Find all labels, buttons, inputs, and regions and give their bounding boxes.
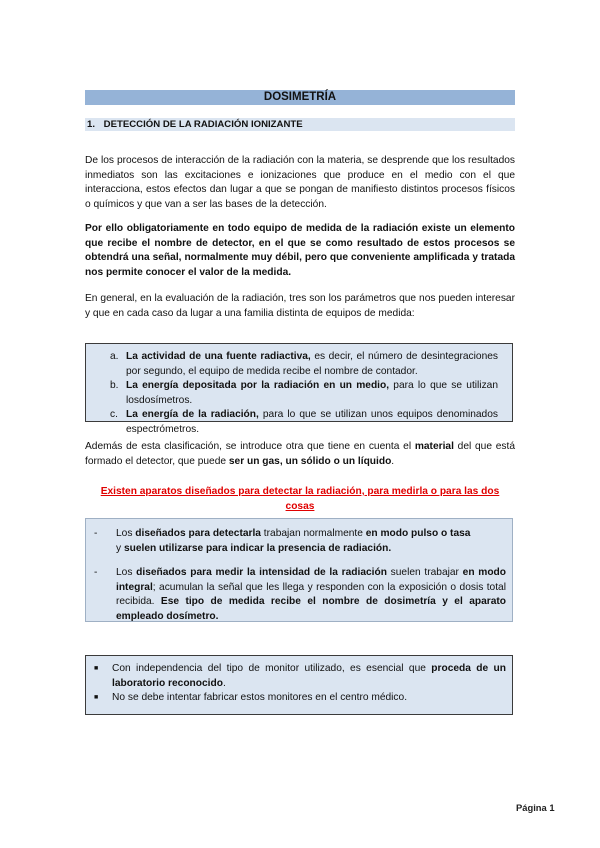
list-item-text: para lo que se utilizan unos equipos denominados espectrómetros.: [126, 409, 498, 435]
bold-run: en modo integral: [116, 567, 507, 593]
list-item: [94, 691, 506, 706]
section-label: DETECCIÓN DE LA RADIACIÓN IONIZANTE: [103, 119, 303, 130]
list-marker: c.: [110, 409, 118, 421]
list-marker: -: [94, 528, 98, 539]
list-marker: b.: [110, 380, 119, 392]
text-run: Con independencia del tipo de monitor utilizado, es esencial que: [112, 663, 432, 674]
list-item-bold: La energía de la radiación,: [126, 409, 259, 421]
notes-box: [85, 655, 513, 715]
text-run: trabajan normalmente: [260, 528, 366, 539]
text-run: suelen trabajar: [386, 567, 463, 579]
list-item: [94, 566, 506, 624]
text-run: del que está formado el detector, que puede: [85, 441, 515, 467]
bold-run: diseñados para medir la intensidad de la radiación: [136, 567, 387, 579]
parameters-box: [85, 343, 513, 435]
paragraph-material: [85, 440, 515, 469]
text-run: Los: [116, 567, 137, 579]
list-item: [94, 527, 506, 556]
bold-run: proceda de un laboratorio reconocido: [112, 663, 506, 689]
bold-run: ser un gas, un sólido o un líquido: [228, 455, 392, 467]
section-number: 1.: [87, 119, 96, 130]
text-run: Además de esta clasificación, se introduce otra que tiene en cuenta el: [85, 441, 415, 452]
bullet-icon: ■: [94, 665, 99, 672]
paragraph-detector: Por ello obligatoriamente en todo equipo de medida de la radiación existe un elemento que recibe el nombre de detector, en el que se como resultado de estos procesos se obtendrá una señal, normalmente muy débil, pero que conveniente amplificada y tratada nos permite conocer el valor de la medida.: [85, 223, 515, 278]
paragraph-intro: De los procesos de interacción de la radiación con la materia, se desprende que los resultados inmediatos son las excitaciones e ionizaciones que produce en el medio con el que interacciona, estos efectos dan lugar a que se pongan de manifiesto distintos procesos físicos o químicos y que van a ser las bases de la detección.: [85, 155, 515, 210]
text-run: y: [116, 542, 124, 554]
section-heading: [85, 118, 515, 131]
text-run: .: [391, 455, 395, 467]
text-run: No se debe intentar fabricar estos monitores en el centro médico.: [112, 692, 408, 704]
bold-run: material: [414, 441, 454, 452]
bold-run: suelen utilizarse para indicar la presencia de radiación.: [123, 542, 392, 554]
list-item-text: es decir, el número de desintegraciones por segundo, el equipo de medida recibe el nombre de contador.: [126, 351, 498, 377]
paragraph-parameters: En general, en la evaluación de la radiación, tres son los parámetros que nos pueden interesar y que en cada caso da lugar a una familia distinta de equipos de medida:: [85, 293, 515, 319]
list-item: [100, 379, 498, 408]
bullet-icon: ■: [94, 694, 99, 702]
highlight-note: Existen aparatos diseñados para detectar la radiación, para medirla o para las dos cosas: [100, 486, 500, 512]
list-marker: -: [94, 567, 98, 579]
list-marker: a.: [110, 351, 119, 362]
list-item: [100, 408, 498, 437]
list-item: [94, 662, 506, 691]
bold-run: en modo pulso o tasa: [365, 528, 471, 539]
list-item-text: para lo que se utilizan losdosímetros.: [126, 380, 498, 406]
page-title: DOSIMETRÍA: [85, 90, 515, 105]
list-item-bold: La energía depositada por la radiación en un medio,: [126, 380, 390, 392]
bold-run: Ese tipo de medida recibe el nombre de dosimetría y el aparato empleado dosímetro.: [116, 596, 506, 622]
text-run: .: [222, 677, 226, 689]
designs-box: [85, 518, 513, 622]
page-number: Página 1: [516, 802, 555, 813]
list-item: [100, 350, 498, 379]
text-run: Los: [116, 528, 136, 539]
list-item-bold: La actividad de una fuente radiactiva,: [126, 351, 311, 362]
bold-run: diseñados para detectarla: [135, 528, 261, 539]
text-run: ; acumulan la señal que les llega y responden con la exposición o dosis total recibida.: [116, 581, 506, 608]
